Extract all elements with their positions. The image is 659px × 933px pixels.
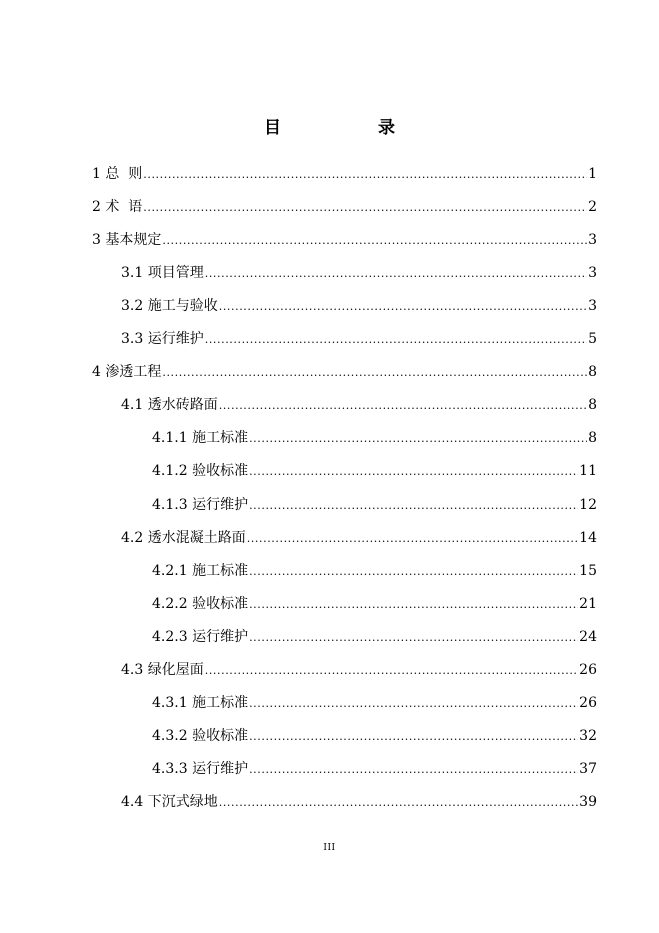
toc-dot-leader [249,496,578,516]
toc-entry-label: 4.2.2 验收标准 [152,595,249,612]
toc-entry-label: 4.3.1 施工标准 [152,694,249,711]
toc-entry[interactable] [152,428,597,448]
toc-entry-label: 2 术 语 [92,199,143,216]
toc-entry-page: 5 [588,331,597,348]
toc-entry-page: 15 [579,562,597,579]
toc-entry-label: 4.1.2 验收标准 [152,463,249,480]
toc-entry[interactable] [92,362,597,382]
toc-entry[interactable] [121,329,597,349]
toc-dot-leader [162,363,587,383]
toc-dot-leader [247,529,578,549]
toc-entry-page: 21 [579,595,597,612]
toc-entry-page: 11 [579,463,597,480]
toc-entry-label: 4.3 绿化屋面 [121,661,204,678]
toc-entry-label: 3.1 项目管理 [121,265,204,282]
toc-entry-label: 4.4 下沉式绿地 [121,793,218,810]
toc-dot-leader [205,661,578,681]
toc-entry[interactable] [92,164,597,184]
toc-entry-page: 3 [588,298,597,315]
toc-entry[interactable] [152,594,597,614]
toc-entry-page: 12 [579,496,597,513]
toc-dot-leader [249,462,578,482]
toc-entry[interactable] [92,230,597,250]
toc-dot-leader [249,694,578,714]
toc-entry[interactable] [152,561,597,581]
toc-entry-label: 4.1 透水砖路面 [121,397,218,414]
toc-dot-leader [205,330,587,350]
toc-dot-leader [249,429,587,449]
page-footer-number: III [323,843,336,853]
toc-entry-label: 3.3 运行维护 [121,331,204,348]
toc-entry[interactable] [121,296,597,316]
toc-entry[interactable] [152,627,597,647]
toc-entry[interactable] [121,528,597,548]
toc-dot-leader [162,231,587,251]
toc-entry-label: 4.1.3 运行维护 [152,496,249,513]
toc-entry-label: 4.3.3 运行维护 [152,760,249,777]
toc-dot-leader [219,297,587,317]
toc-entry-page: 14 [579,529,597,546]
toc-entry-page: 24 [579,628,597,645]
toc-entry[interactable] [152,726,597,746]
toc-entry-label: 4.2 透水混凝土路面 [121,529,246,546]
toc-entry[interactable] [152,495,597,515]
toc-entry-page: 26 [579,661,597,678]
toc-entry-label: 4 渗透工程 [92,364,162,381]
toc-dot-leader [219,396,587,416]
toc-entry-page: 26 [579,694,597,711]
toc-dot-leader [143,165,587,185]
toc-entry-page: 8 [588,397,597,414]
toc-entry[interactable] [121,792,597,812]
toc-entry-page: 2 [588,199,597,216]
toc-entry-label: 4.1.1 施工标准 [152,430,249,447]
toc-entry-page: 1 [588,166,597,182]
toc-entry[interactable] [121,395,597,415]
toc-entry-label: 4.3.2 验收标准 [152,727,249,744]
toc-dot-leader [205,264,587,284]
toc-entry-page: 32 [579,727,597,744]
toc-entry[interactable] [152,693,597,713]
toc-entry-label: 3 基本规定 [92,232,162,249]
toc-entry-page: 8 [588,364,597,381]
toc-entry[interactable] [152,759,597,779]
toc-entry-page: 37 [579,760,597,777]
toc-dot-leader [143,198,587,218]
toc-entry[interactable] [121,263,597,283]
toc-dot-leader [249,760,578,780]
toc-entry-page: 8 [588,430,597,447]
toc-entry-page: 3 [588,265,597,282]
toc-entry-page: 39 [579,793,597,810]
toc-entry-page: 3 [588,232,597,249]
toc-entry-label: 3.2 施工与验收 [121,298,218,315]
toc-entry-label: 4.2.1 施工标准 [152,562,249,579]
toc-dot-leader [249,628,578,648]
toc-entry[interactable] [92,197,597,217]
page-title: 目 录 [264,118,435,138]
toc-entry[interactable] [152,461,597,481]
toc-dot-leader [249,562,578,582]
toc-dot-leader [249,595,578,615]
toc-dot-leader [249,727,578,747]
toc-dot-leader [219,793,578,813]
toc-entry-label: 1 总 则 [92,166,143,182]
toc-entry-label: 4.2.3 运行维护 [152,628,249,645]
toc-entry[interactable] [121,660,597,680]
